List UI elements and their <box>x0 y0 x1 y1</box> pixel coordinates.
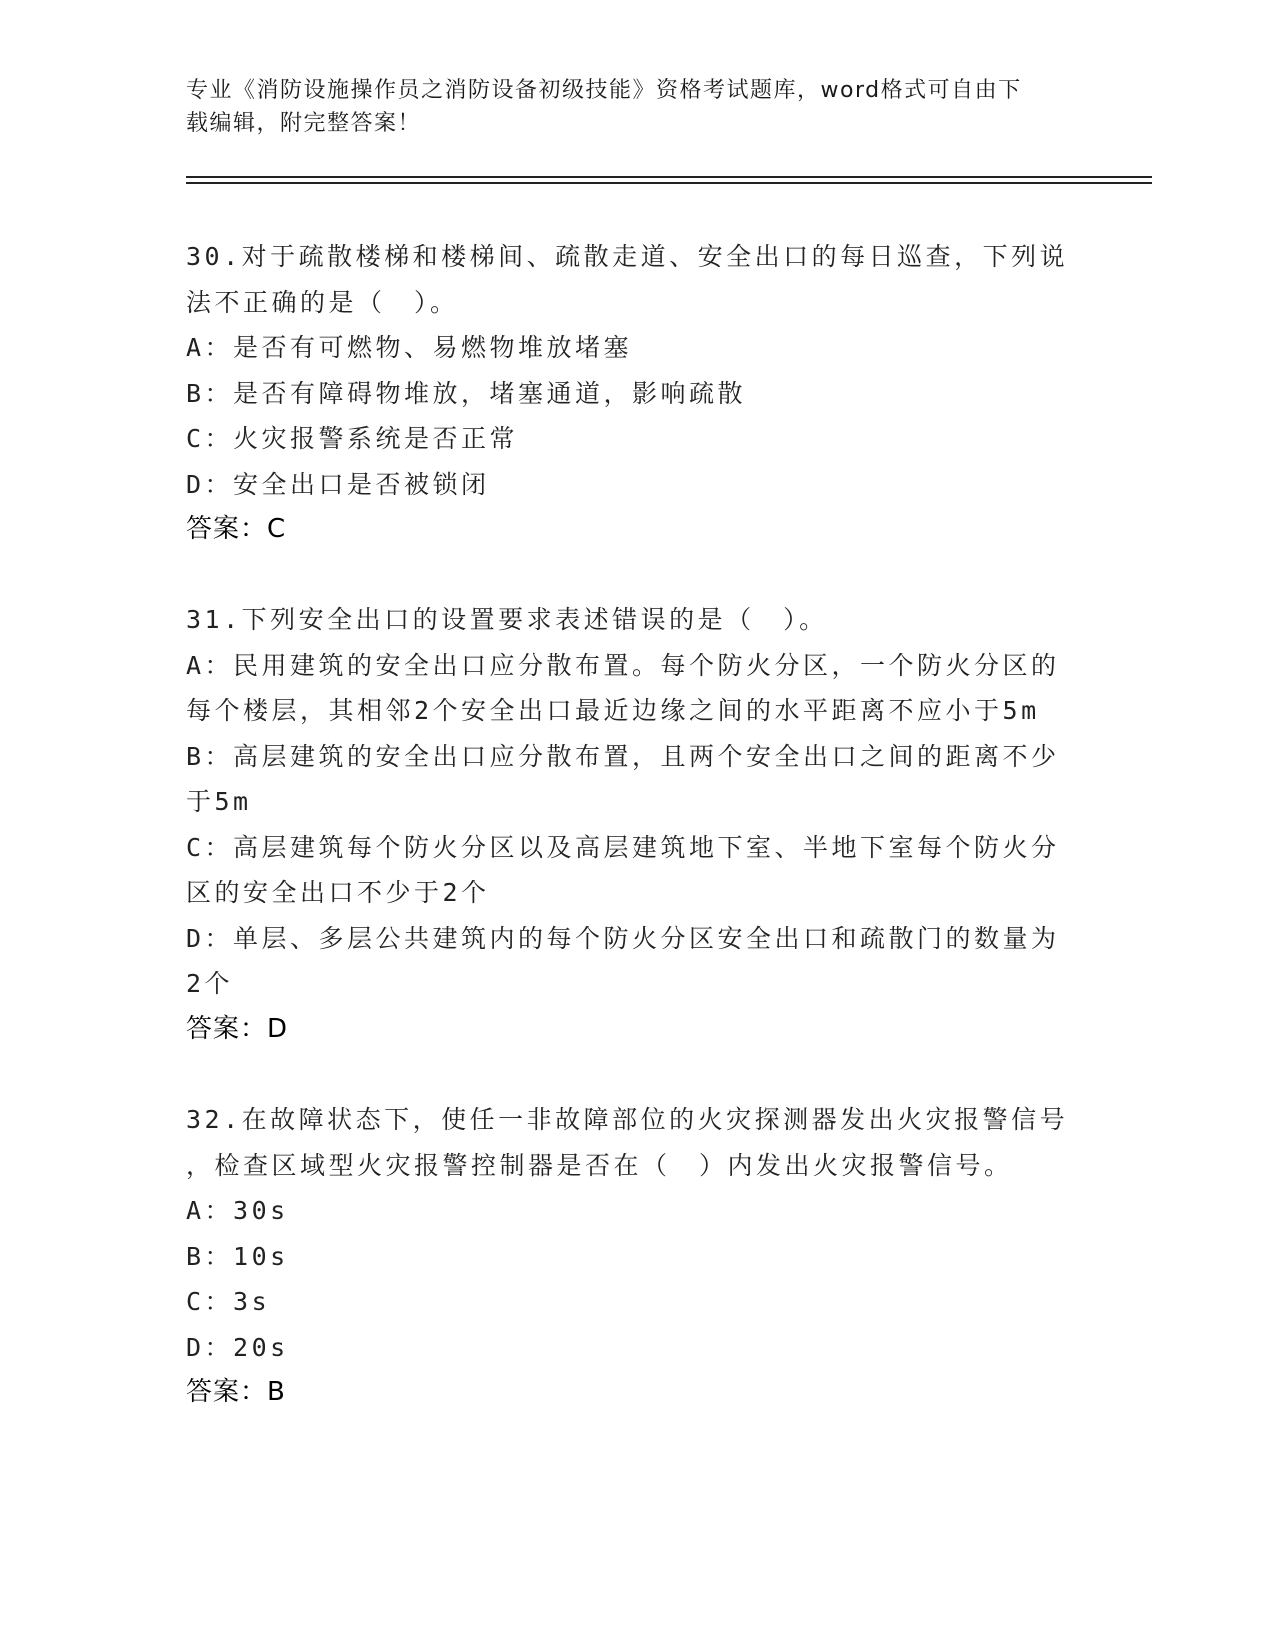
option-d: D：20s <box>186 1332 289 1362</box>
option-d-continued: 2个 <box>186 969 234 998</box>
option-a: A：是否有可燃物、易燃物堆放堵塞 <box>186 333 633 362</box>
header-divider-top <box>186 176 1152 178</box>
document-header <box>186 74 1066 140</box>
option-d: D：安全出口是否被锁闭 <box>186 469 490 499</box>
header-divider-bottom <box>186 182 1152 184</box>
option-a: A：民用建筑的安全出口应分散布置。每个防火分区，一个防火分区的 <box>186 650 1060 680</box>
question-31 <box>186 597 1076 1052</box>
option-b: B：高层建筑的安全出口应分散布置，且两个安全出口之间的距离不少 <box>186 741 1060 771</box>
question-stem-line: 30.对于疏散楼梯和楼梯间、疏散走道、安全出口的每日巡查，下列说 <box>186 242 1069 271</box>
question-32 <box>186 1097 1076 1416</box>
option-c: C：高层建筑每个防火分区以及高层建筑地下室、半地下室每个防火分 <box>186 832 1060 862</box>
option-b: B：是否有障碍物堆放，堵塞通道，影响疏散 <box>186 378 747 408</box>
answer-line: 答案：D <box>186 1013 289 1044</box>
header-line-2: 载编辑，附完整答案！ <box>186 111 422 136</box>
question-30 <box>186 234 1076 553</box>
option-a-continued: 每个楼层，其相邻2个安全出口最近边缘之间的水平距离不应小于5m <box>186 696 1040 725</box>
header-line-1: 专业《消防设施操作员之消防设备初级技能》资格考试题库，word格式可自由下 <box>186 78 1022 103</box>
answer-line: 答案：C <box>186 514 287 544</box>
question-stem-line: 32.在故障状态下，使任一非故障部位的火灾探测器发出火灾报警信号 <box>186 1105 1069 1134</box>
question-stem-line: 31.下列安全出口的设置要求表述错误的是（ ）。 <box>186 605 828 634</box>
option-c-continued: 区的安全出口不少于2个 <box>186 878 490 907</box>
option-c: C：3s <box>186 1287 271 1316</box>
option-a: A：30s <box>186 1196 289 1225</box>
answer-line: 答案：B <box>186 1377 286 1407</box>
question-stem-line: ，检查区域型火灾报警控制器是否在（ ）内发出火灾报警信号。 <box>186 1150 1013 1180</box>
question-stem-line: 法不正确的是（ ）。 <box>186 287 459 317</box>
option-c: C：火灾报警系统是否正常 <box>186 424 519 453</box>
option-d: D：单层、多层公共建筑内的每个防火分区安全出口和疏散门的数量为 <box>186 923 1060 953</box>
option-b-continued: 于5m <box>186 787 252 816</box>
option-b: B：10s <box>186 1241 289 1271</box>
